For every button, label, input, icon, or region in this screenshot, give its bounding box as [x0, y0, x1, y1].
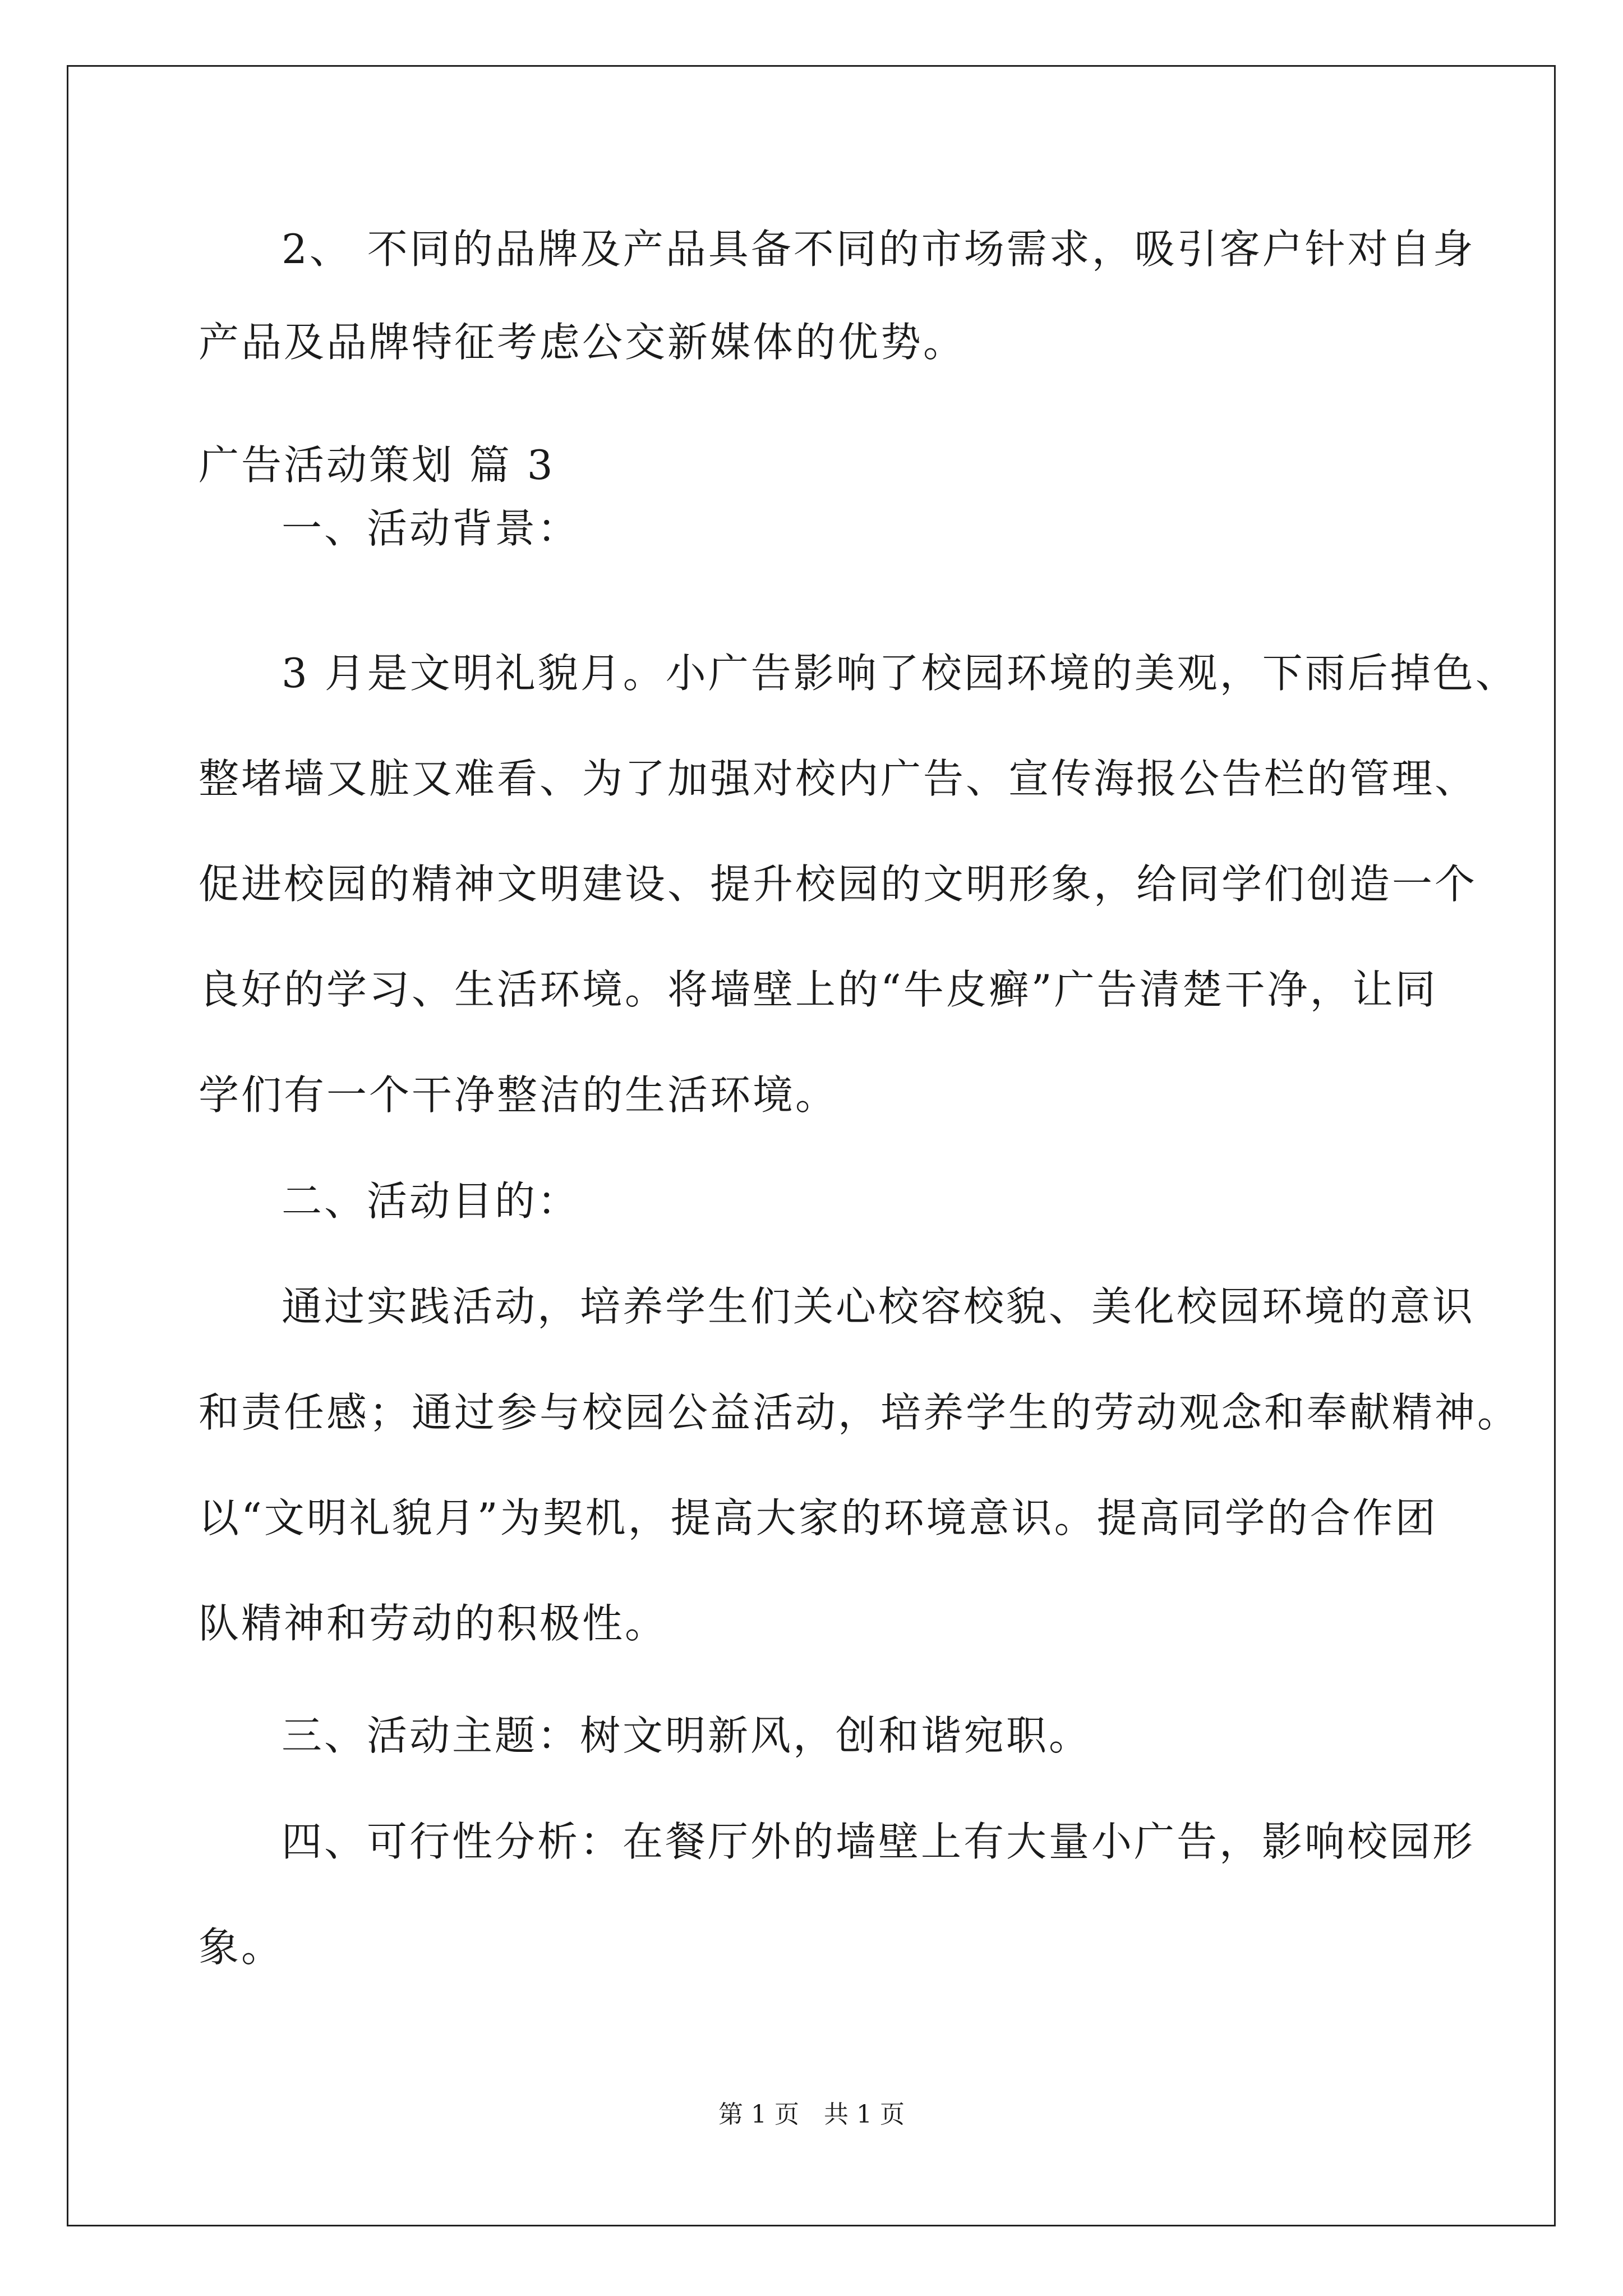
page-border	[67, 65, 1556, 2226]
page-footer: 第 1 页 共 1 页	[718, 2100, 905, 2129]
paragraph-line: 良好的学习、生活环境。将墙壁上的“牛皮癣”广告清楚干净，让同	[199, 966, 1438, 1013]
paragraph-line: 和责任感；通过参与校园公益活动，培养学生的劳动观念和奉献精神。	[199, 1389, 1520, 1436]
paragraph-line: 队精神和劳动的积极性。	[199, 1600, 668, 1647]
paragraph-line: 四、可行性分析：在餐厅外的墙壁上有大量小广告，影响校园形	[282, 1818, 1476, 1865]
paragraph-line: 三、活动主题：树文明新风，创和谐宛职。	[282, 1712, 1092, 1759]
paragraph-line: 学们有一个干净整洁的生活环境。	[199, 1071, 838, 1119]
paragraph-line: 促进校园的精神文明建设、提升校园的文明形象，给同学们创造一个	[199, 861, 1478, 908]
paragraph-line: 产品及品牌特征考虑公交新媒体的优势。	[199, 319, 966, 366]
section-heading: 广告活动策划 篇 3	[199, 441, 555, 489]
paragraph-line: 象。	[199, 1924, 284, 1971]
paragraph-line: 以“文明礼貌月”为契机，提高大家的环境意识。提高同学的合作团	[199, 1494, 1438, 1542]
section-heading: 二、活动目的：	[282, 1177, 580, 1225]
paragraph-line: 2、 不同的品牌及产品具备不同的市场需求，吸引客户针对自身	[282, 226, 1476, 273]
paragraph-line: 整堵墙又脏又难看、为了加强对校内广告、宣传海报公告栏的管理、	[199, 755, 1478, 802]
section-heading: 一、活动背景：	[282, 505, 580, 552]
paragraph-line: 通过实践活动，培养学生们关心校容校貌、美化校园环境的意识	[282, 1283, 1476, 1330]
paragraph-line: 3 月是文明礼貌月。小广告影响了校园环境的美观，下雨后掉色、	[282, 650, 1518, 697]
